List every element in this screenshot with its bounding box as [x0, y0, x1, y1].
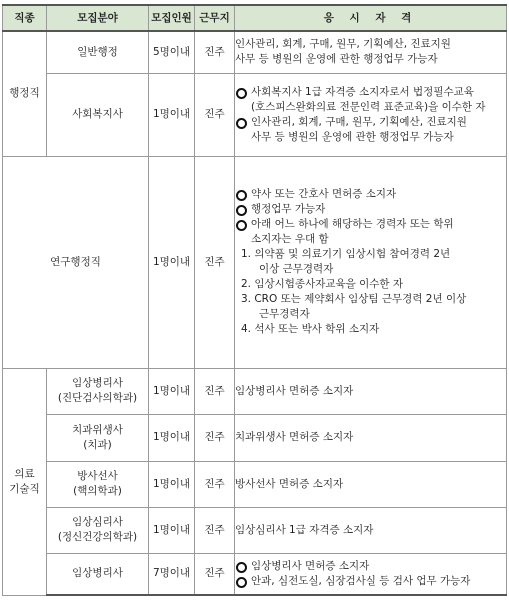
count-cell: 1명이내 [149, 461, 195, 507]
qualification-cell: 임상심리사 1급 자격증 소지자 [235, 507, 507, 553]
qualification-cell: 임상병리사 면허증 소지자 [235, 368, 507, 414]
field-cell [47, 461, 149, 507]
count-cell: 1명이내 [149, 156, 195, 368]
field-name: 방사선사 [77, 470, 118, 482]
qualification-bullet: 인사관리, 회계, 구매, 원무, 기획예산, 진료지원 [235, 115, 506, 130]
qualification-line: 근무경력자 [259, 308, 310, 320]
qualification-bullet: 약사 또는 간호사 면허증 소지자 [235, 187, 506, 202]
circle-bullet-icon [236, 205, 247, 216]
field-department: (진단검사의학과) [57, 392, 138, 404]
circle-bullet-icon [236, 577, 247, 588]
circle-bullet-icon [236, 190, 247, 201]
circle-bullet-icon [236, 220, 247, 231]
qualification-bullet: 행정업무 가능자 [235, 202, 506, 217]
qualification-bullet: 임상병리사 면허증 소지자 [235, 559, 506, 574]
table-row [3, 31, 507, 73]
circle-bullet-icon [236, 562, 247, 573]
qualification-line: 이상 근무경력자 [259, 263, 334, 275]
category-admin: 행정직 [3, 31, 47, 156]
qualification-cell [235, 31, 507, 73]
count-cell: 7명이내 [149, 553, 195, 595]
location-cell: 진주 [195, 507, 235, 553]
circle-bullet-icon [236, 118, 247, 129]
qualification-line: 소지자는 우대 함 [251, 233, 329, 245]
qualification-bullet: 사회복지사 1급 자격증 소지자로서 법정필수교육 [235, 85, 506, 100]
table-row [3, 553, 507, 595]
qualification-cell [235, 73, 507, 156]
table-header-row [3, 5, 507, 31]
qualification-line: 인사관리, 회계, 구매, 원무, 기획예산, 진료지원 [235, 38, 451, 51]
field-cell [47, 368, 149, 414]
location-cell: 진주 [195, 156, 235, 368]
numbered-item: 2. 임상시험종사자교육을 이수한 자 [241, 278, 404, 290]
location-cell: 진주 [195, 368, 235, 414]
qualification-cell: 방사선사 면허증 소지자 [235, 461, 507, 507]
count-cell: 1명이내 [149, 368, 195, 414]
count-cell: 1명이내 [149, 414, 195, 461]
table-row [3, 73, 507, 156]
qualification-bullet: 안과, 심전도실, 심장검사실 등 검사 업무 가능자 [235, 574, 506, 589]
numbered-item: 3. CRO 또는 제약회사 임상팀 근무경력 2년 이상 [241, 293, 467, 305]
count-cell: 5명이내 [149, 31, 195, 73]
field-name: 치과위생사 [72, 423, 123, 436]
location-cell: 진주 [195, 414, 235, 461]
numbered-item: 4. 석사 또는 박사 학위 소지자 [241, 323, 380, 335]
header-qualification: 응 시 자 격 [235, 5, 507, 31]
field-cell: 사회복지사 [47, 73, 149, 156]
table-row [3, 414, 507, 461]
field-department: (정신건강의학과) [57, 531, 138, 543]
field-name: 임상심리사 [72, 516, 123, 528]
header-category: 직종 [3, 5, 47, 31]
field-cell: 연구행정직 [3, 156, 149, 368]
field-name: 임상병리사 [72, 377, 123, 389]
qualification-line: 사무 등 병원의 운영에 관한 행정업무 가능자 [251, 130, 454, 143]
category-medical-tech: 의료 기술직 [3, 368, 47, 595]
qualification-line: (호스피스완화의료 전문인력 표준교육)을 이수한 자 [251, 100, 486, 113]
table-row [3, 461, 507, 507]
location-cell: 진주 [195, 31, 235, 73]
location-cell: 진주 [195, 461, 235, 507]
field-department: (치과) [83, 438, 112, 451]
count-cell: 1명이내 [149, 73, 195, 156]
table-row [3, 156, 507, 368]
field-cell: 임상병리사 [47, 553, 149, 595]
table-row [3, 368, 507, 414]
qualification-cell: 치과위생사 면허증 소지자 [235, 414, 507, 461]
qualification-bullet: 아래 어느 하나에 해당하는 경력자 또는 학위 [235, 217, 506, 232]
header-field: 모집분야 [47, 5, 149, 31]
field-cell: 일반행정 [47, 31, 149, 73]
field-cell [47, 507, 149, 553]
circle-bullet-icon [236, 88, 247, 99]
numbered-item: 1. 의약품 및 의료기기 임상시험 참여경력 2년 [241, 248, 451, 260]
location-cell: 진주 [195, 553, 235, 595]
recruitment-table [2, 4, 507, 596]
field-cell [47, 414, 149, 461]
header-location: 근무지 [195, 5, 235, 31]
qualification-cell [235, 553, 507, 595]
qualification-cell [235, 156, 507, 368]
location-cell: 진주 [195, 73, 235, 156]
header-count: 모집인원 [149, 5, 195, 31]
field-department: (핵의학과) [73, 485, 122, 497]
count-cell: 1명이내 [149, 507, 195, 553]
table-row [3, 507, 507, 553]
qualification-line: 사무 등 병원의 운영에 관한 행정업무 가능자 [235, 53, 438, 66]
